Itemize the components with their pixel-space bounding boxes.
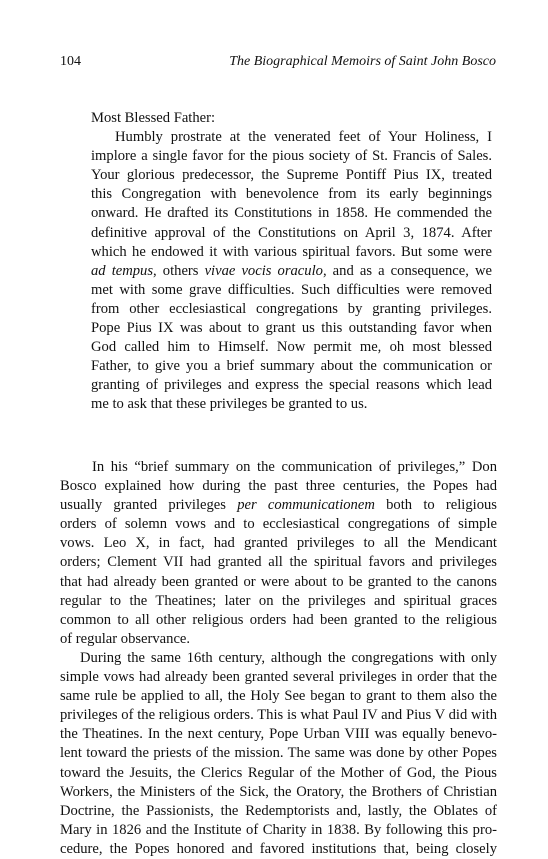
paragraph-line: cedure, the Popes honored and favored institutions that, being closely bbox=[60, 840, 497, 857]
letter-line-latin: ad tempus, others vivae vocis oraculo, and as a consequence, we bbox=[91, 262, 492, 279]
paragraph-line: orders; Clement VII had granted all the spiritual favors and privileges bbox=[60, 554, 497, 571]
paragraph-line: Mary in 1826 and the Institute of Charity in 1838. By following this pro- bbox=[60, 821, 497, 838]
letter-line: definitive approval of the Constitutions on April 3, 1874. After bbox=[91, 224, 492, 241]
paragraph-line: toward the Jesuits, the Clerics Regular of the Mother of God, the Pious bbox=[60, 764, 497, 781]
paragraph-line: the Theatines. In the next century, Pope Urban VIII was equally benevo- bbox=[60, 726, 497, 743]
paragraph-1 bbox=[60, 458, 497, 649]
letter-line: implore a single favor for the pious society of St. Francis of Sales. bbox=[91, 148, 492, 165]
running-title: The Biographical Memoirs of Saint John Bosco bbox=[229, 54, 496, 69]
letter-line: granting of privileges and express the special reasons which lead bbox=[91, 377, 492, 394]
paragraph-line: lent toward the priests of the mission. The same was done by other Popes bbox=[60, 745, 497, 762]
paragraph-line: orders of solemn vows and to ecclesiastical congregations of simple bbox=[60, 516, 497, 533]
body-text bbox=[60, 458, 497, 859]
page-header bbox=[60, 54, 496, 74]
letter-line: me to ask that these privileges be granted to us. bbox=[91, 396, 368, 413]
letter-salutation: Most Blessed Father: bbox=[91, 110, 216, 126]
quoted-letter bbox=[91, 109, 492, 415]
paragraph-line: In his “brief summary on the communication of privileges,” Don bbox=[92, 459, 497, 475]
paragraph-line: privileges of the religious orders. This is what Paul IV and Pius V did with bbox=[60, 707, 497, 724]
letter-line: Humbly prostrate at the venerated feet of Your Holiness, I bbox=[115, 129, 492, 146]
paragraph-line: Workers, the Ministers of the Sick, the Oratory, the Brothers of Christian bbox=[60, 783, 497, 800]
letter-line: from other ecclesiastical congregations by granting privileges. bbox=[91, 300, 492, 317]
letter-line: Your glorious predecessor, the Supreme Pontiff Pius IX, treated bbox=[91, 167, 492, 184]
letter-line: this Congregation with benevolence from its early beginnings bbox=[91, 186, 492, 203]
letter-line: met with some grave difficulties. Such difficulties were removed bbox=[91, 281, 492, 298]
paragraph-line-latin: usually granted privileges per communicationem both to religious bbox=[60, 497, 497, 514]
paragraph-line: same rule be applied to all, the Holy See began to grant to them also the bbox=[60, 688, 497, 705]
letter-line: which he endowed it with various spiritual favors. But some were bbox=[91, 243, 492, 260]
letter-body bbox=[67, 128, 492, 414]
paragraph-line: vows. Leo X, in fact, had granted privileges to all the Mendicant bbox=[60, 535, 497, 552]
page-number: 104 bbox=[60, 54, 81, 69]
letter-line: Pope Pius IX was about to grant us this outstanding favor when bbox=[91, 320, 492, 337]
letter-line: onward. He drafted its Constitutions in 1858. He commended the bbox=[91, 205, 492, 222]
paragraph-line: common to all other religious orders had been granted to the religious bbox=[60, 611, 497, 628]
letter-line: Father, to give you a brief summary about the communication or bbox=[91, 358, 492, 375]
paragraph-line: During the same 16th century, although the congregations with only bbox=[80, 649, 497, 666]
paragraph-line: of regular observance. bbox=[60, 630, 191, 647]
paragraph-line: simple vows had already been granted several privileges in order that the bbox=[60, 669, 497, 686]
letter-line: God called him to Himself. Now permit me, oh most blessed bbox=[91, 339, 492, 356]
paragraph-line: Bosco explained how during the past three centuries, the Popes had bbox=[60, 478, 497, 495]
paragraph-line: Doctrine, the Passionists, the Redemptorists and, lastly, the Oblates of bbox=[60, 802, 497, 819]
paragraph-2 bbox=[60, 649, 497, 859]
paragraph-line: regular to the Theatines; later on the privileges and spiritual graces bbox=[60, 592, 497, 609]
paragraph-line: that had already been granted or were about to be granted to the canons bbox=[60, 573, 497, 590]
